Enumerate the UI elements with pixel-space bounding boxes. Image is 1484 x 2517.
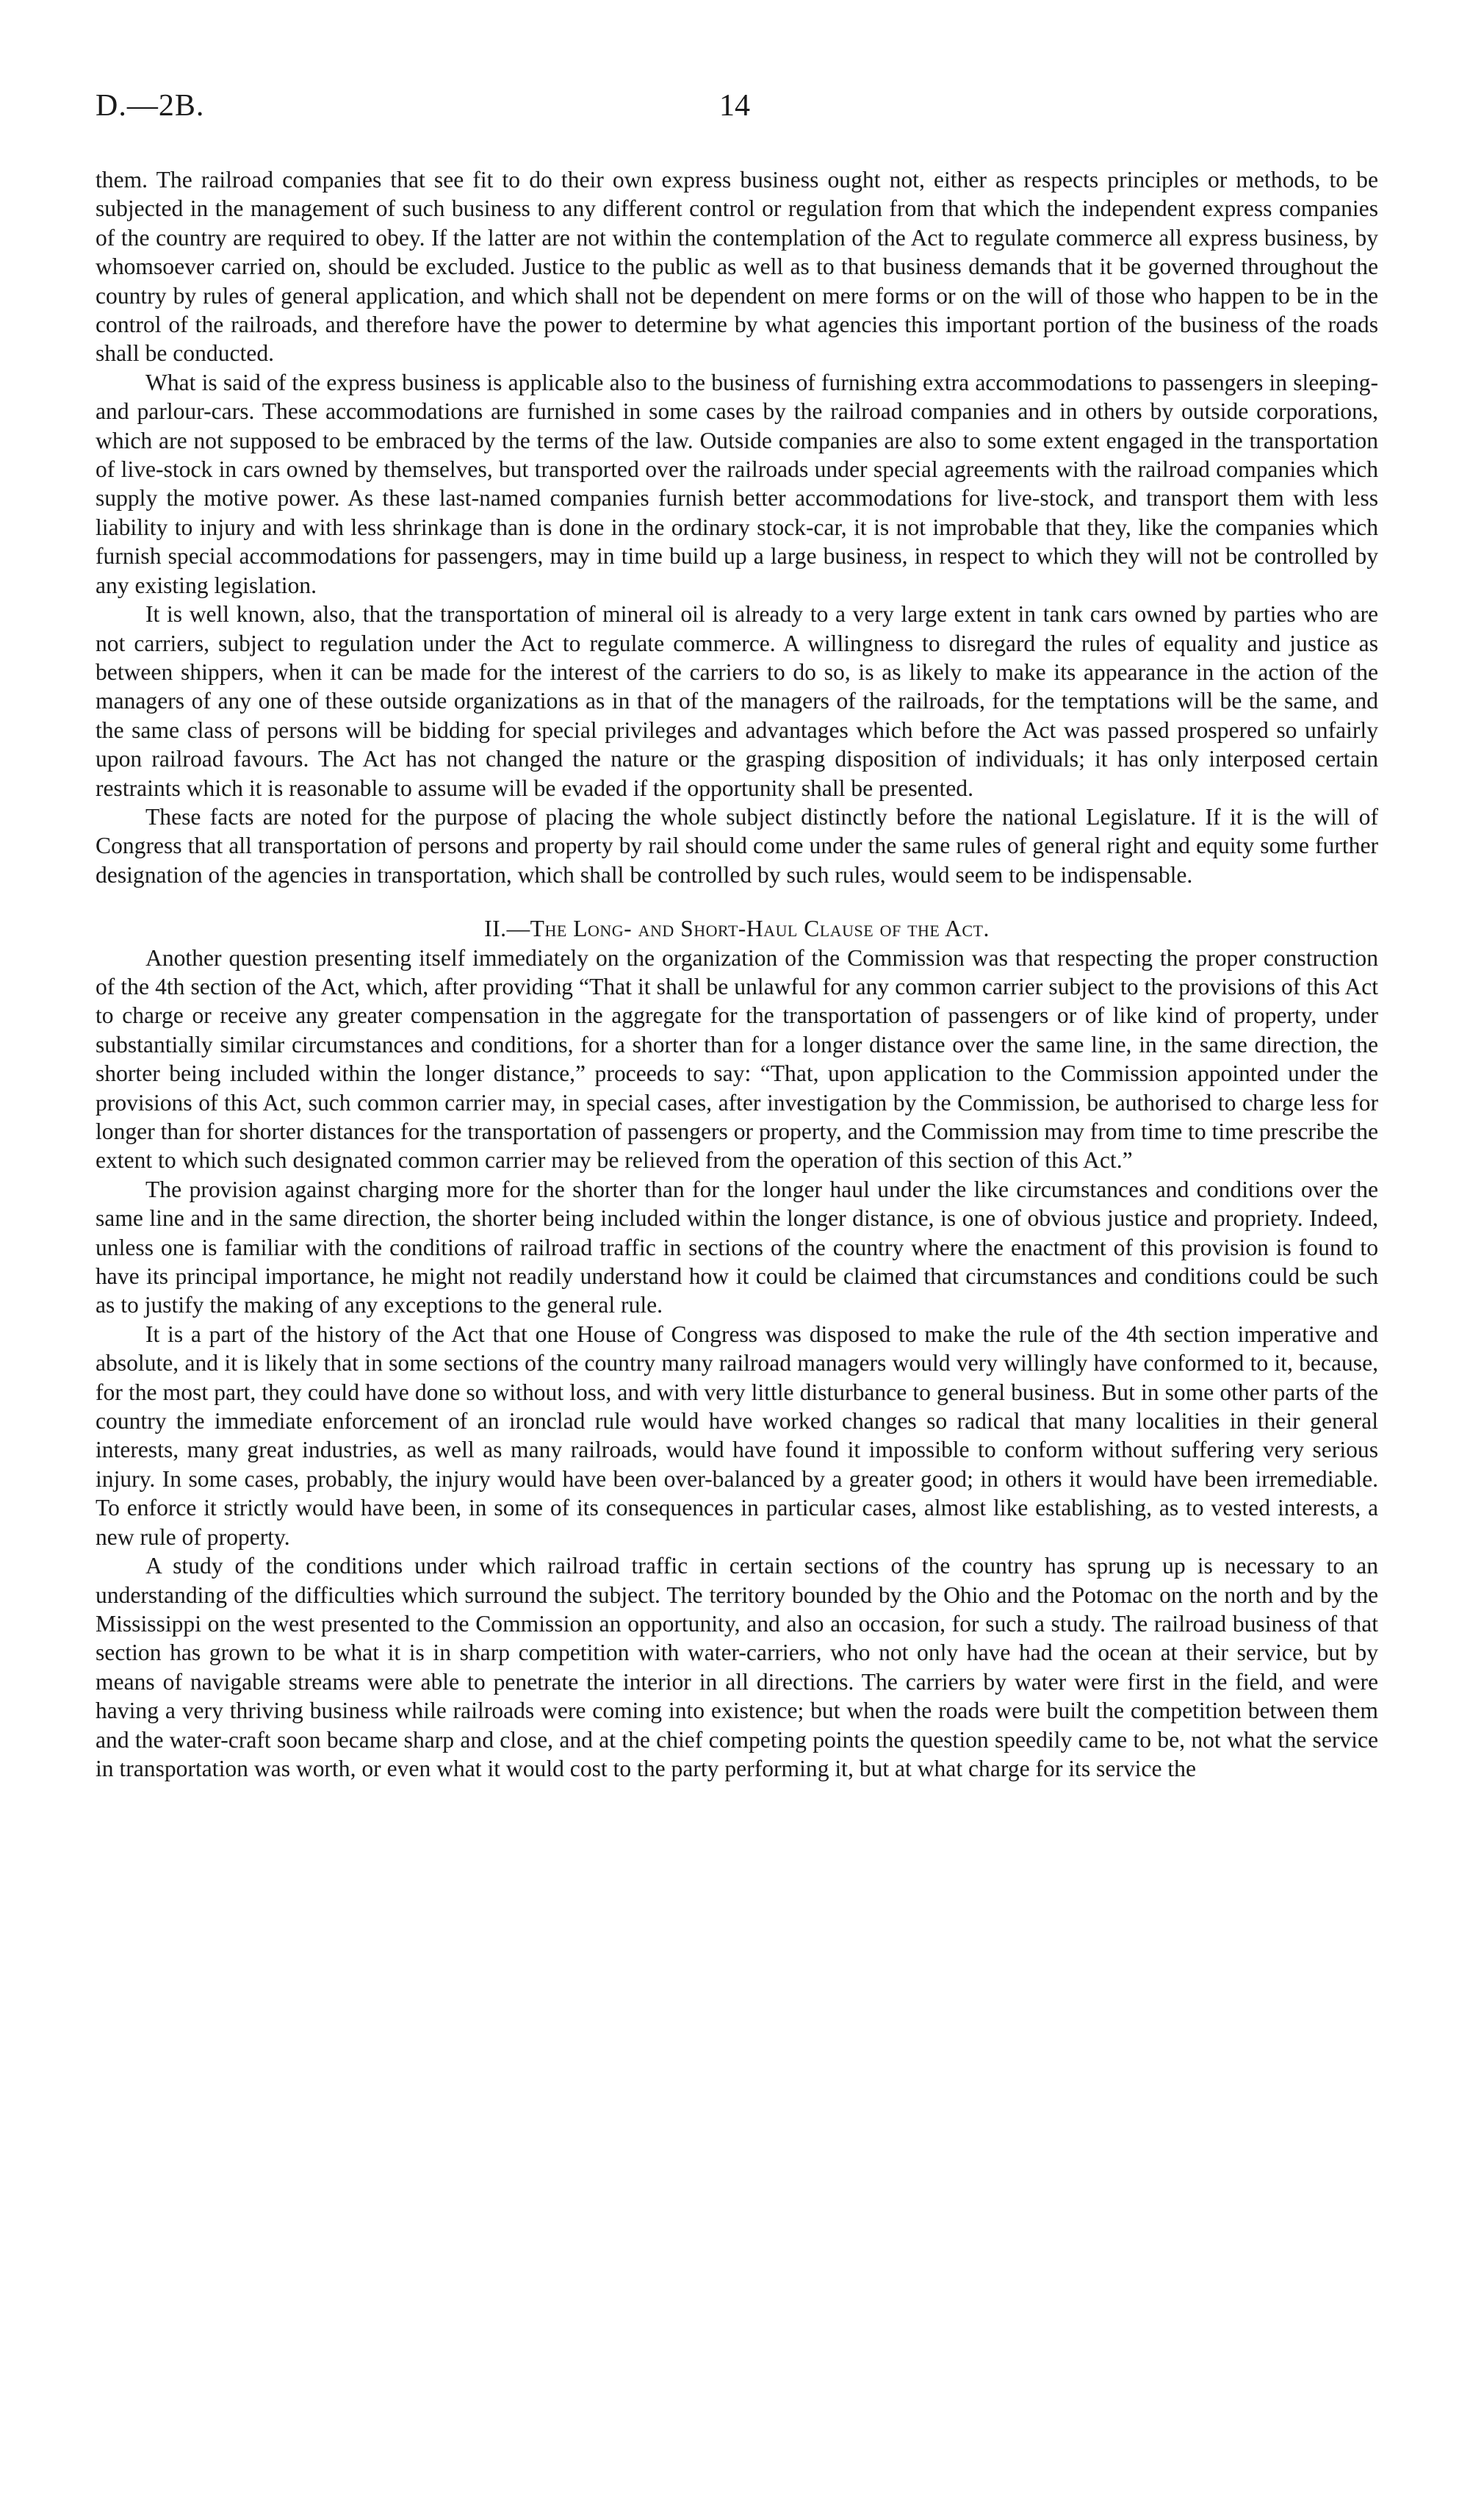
paragraph-history-of-act: It is a part of the history of the Act that one House of Congress was disposed to make the rule of the 4th section imperative and absolute, and it is likely that in some sections of the country many railroad managers would very willingly have conformed to it, because, for the most part, they could have done so without loss, and with very little disturbance to general business. But in some other parts of the country the immediate enforcement of an ironclad rule would have worked changes so radical that many localities in their general interests, many great industries, as well as many railroads, would have found it impossible to conform without suffering very serious injury. In some cases, probably, the injury would have been over-balanced by a greater good; in others it would have been irremediable. To enforce it strictly would have been, in some of its consequences in particular cases, almost like establishing, as to vested interests, a new rule of property.: [96, 1321, 1378, 1550]
section-heading: II.—The Long- and Short-Haul Clause of the Act.: [484, 916, 990, 942]
page-number: 14: [719, 89, 750, 123]
body-text: [96, 165, 1378, 1783]
series-reference: D.—2B.: [96, 89, 205, 123]
page-header: [96, 88, 1374, 132]
paragraph-mineral-oil: It is well known, also, that the transportation of mineral oil is already to a very large extent in tank cars owned by parties who are not carriers, subject to regulation under the Act to regulate commerce. A willingness to disregard the rules of equality and justice as between shippers, when it can be made for the interest of the carriers to do so, is as likely to make its appearance in the action of the managers of any one of these outside organizations as in that of the managers of the railroads, for the temptations will be the same, and the same class of persons will be bidding for special privileges and advantages which before the Act was passed prospered so unfairly upon railroad favours. The Act has not changed the nature or the grasping disposition of individuals; it has only interposed certain restraints which it is reasonable to assume will be evaded if the opportunity shall be presented.: [96, 601, 1378, 801]
paragraph-sleeping-cars: What is said of the express business is applicable also to the business of furnishing extra accommodations to passengers in sleeping- and parlour-cars. These accommodations are furnished in some cases by the railroad companies and in others by outside corporations, which are not supposed to be embraced by the terms of the law. Outside companies are also to some extent engaged in the transportation of live-stock in cars owned by themselves, but transported over the railroads under special agreements with the railroad companies which supply the motive power. As these last-named companies furnish better accommodations for live-stock, and transport them with less liability to injury and with less shrinkage than is done in the ordinary stock-car, it is not improbable that they, like the companies which furnish special accommodations for passengers, may in time build up a large business, in respect to which they will not be controlled by any existing legislation.: [96, 369, 1378, 598]
paragraph-conditions-study: A study of the conditions under which railroad traffic in certain sections of the country has sprung up is necessary to an understanding of the difficulties which surround the subject. The territory bounded by the Ohio and the Potomac on the north and by the Mississippi on the west presented to the Commission an opportunity, and also an occasion, for such a study. The railroad business of that section has grown to be what it is in sharp competition with water-carriers, who not only have had the ocean at their service, but by means of navigable streams were able to penetrate the interior in all directions. The carriers by water were first in the field, and were having a very thriving business while railroads were coming into existence; but when the roads were built the competition between them and the water-craft soon became sharp and close, and at the chief competing points the question speedily came to be, not what the service in transportation was worth, or even what it would cost to the party performing it, but at what charge for its service the: [96, 1553, 1378, 1781]
paragraph-express-business-continued: them. The railroad companies that see fit to do their own express business ought not, either as respects principles or methods, to be subjected in the management of such business to any different control or regulation from that which the independent express companies of the country are required to obey. If the latter are not within the contemplation of the Act to regulate commerce all express business, by whomsoever carried on, should be excluded. Justice to the public as well as to that business demands that it be governed throughout the country by rules of general application, and which shall not be dependent on mere forms or on the will of those who happen to be in the control of the railroads, and therefore have the power to determine by what agencies this important portion of the business of the roads shall be conducted.: [96, 167, 1378, 367]
paragraph-fourth-section: Another question presenting itself immediately on the organization of the Commission was that respecting the proper construction of the 4th section of the Act, which, after providing “That it shall be unlawful for any common carrier subject to the provisions of this Act to charge or receive any greater compensation in the aggregate for the transportation of passengers or of like kind of property, under substantially similar circumstances and conditions, for a shorter than for a longer distance over the same line, in the same direction, the shorter being included within the longer distance,” proceeds to say: “That, upon application to the Commission appointed under the provisions of this Act, such common carrier may, in special cases, after investigation by the Commission, be authorised to charge less for longer than for shorter distances for the transportation of passengers or property, and the Commission may from time to time prescribe the extent to which such designated common carrier may be relieved from the operation of this section of this Act.”: [96, 944, 1378, 1174]
paragraph-national-legislature: These facts are noted for the purpose of placing the whole subject distinctly before the national Legislature. If it is the will of Congress that all transportation of persons and property by rail should come under the same rules of general right and equity some further designation of the agencies in transportation, which shall be controlled by such rules, would seem to be indispensable.: [96, 803, 1378, 888]
paragraph-provision-against-charging: The provision against charging more for the shorter than for the longer haul under the like circumstances and conditions over the same line and in the same direction, the shorter being included within the longer distance, is one of obvious justice and propriety. Indeed, unless one is familiar with the conditions of railroad traffic in sections of the country where the enactment of this provision is found to have its principal importance, he might not readily understand how it could be claimed that circumstances and conditions could be such as to justify the making of any exceptions to the general rule.: [96, 1176, 1378, 1318]
